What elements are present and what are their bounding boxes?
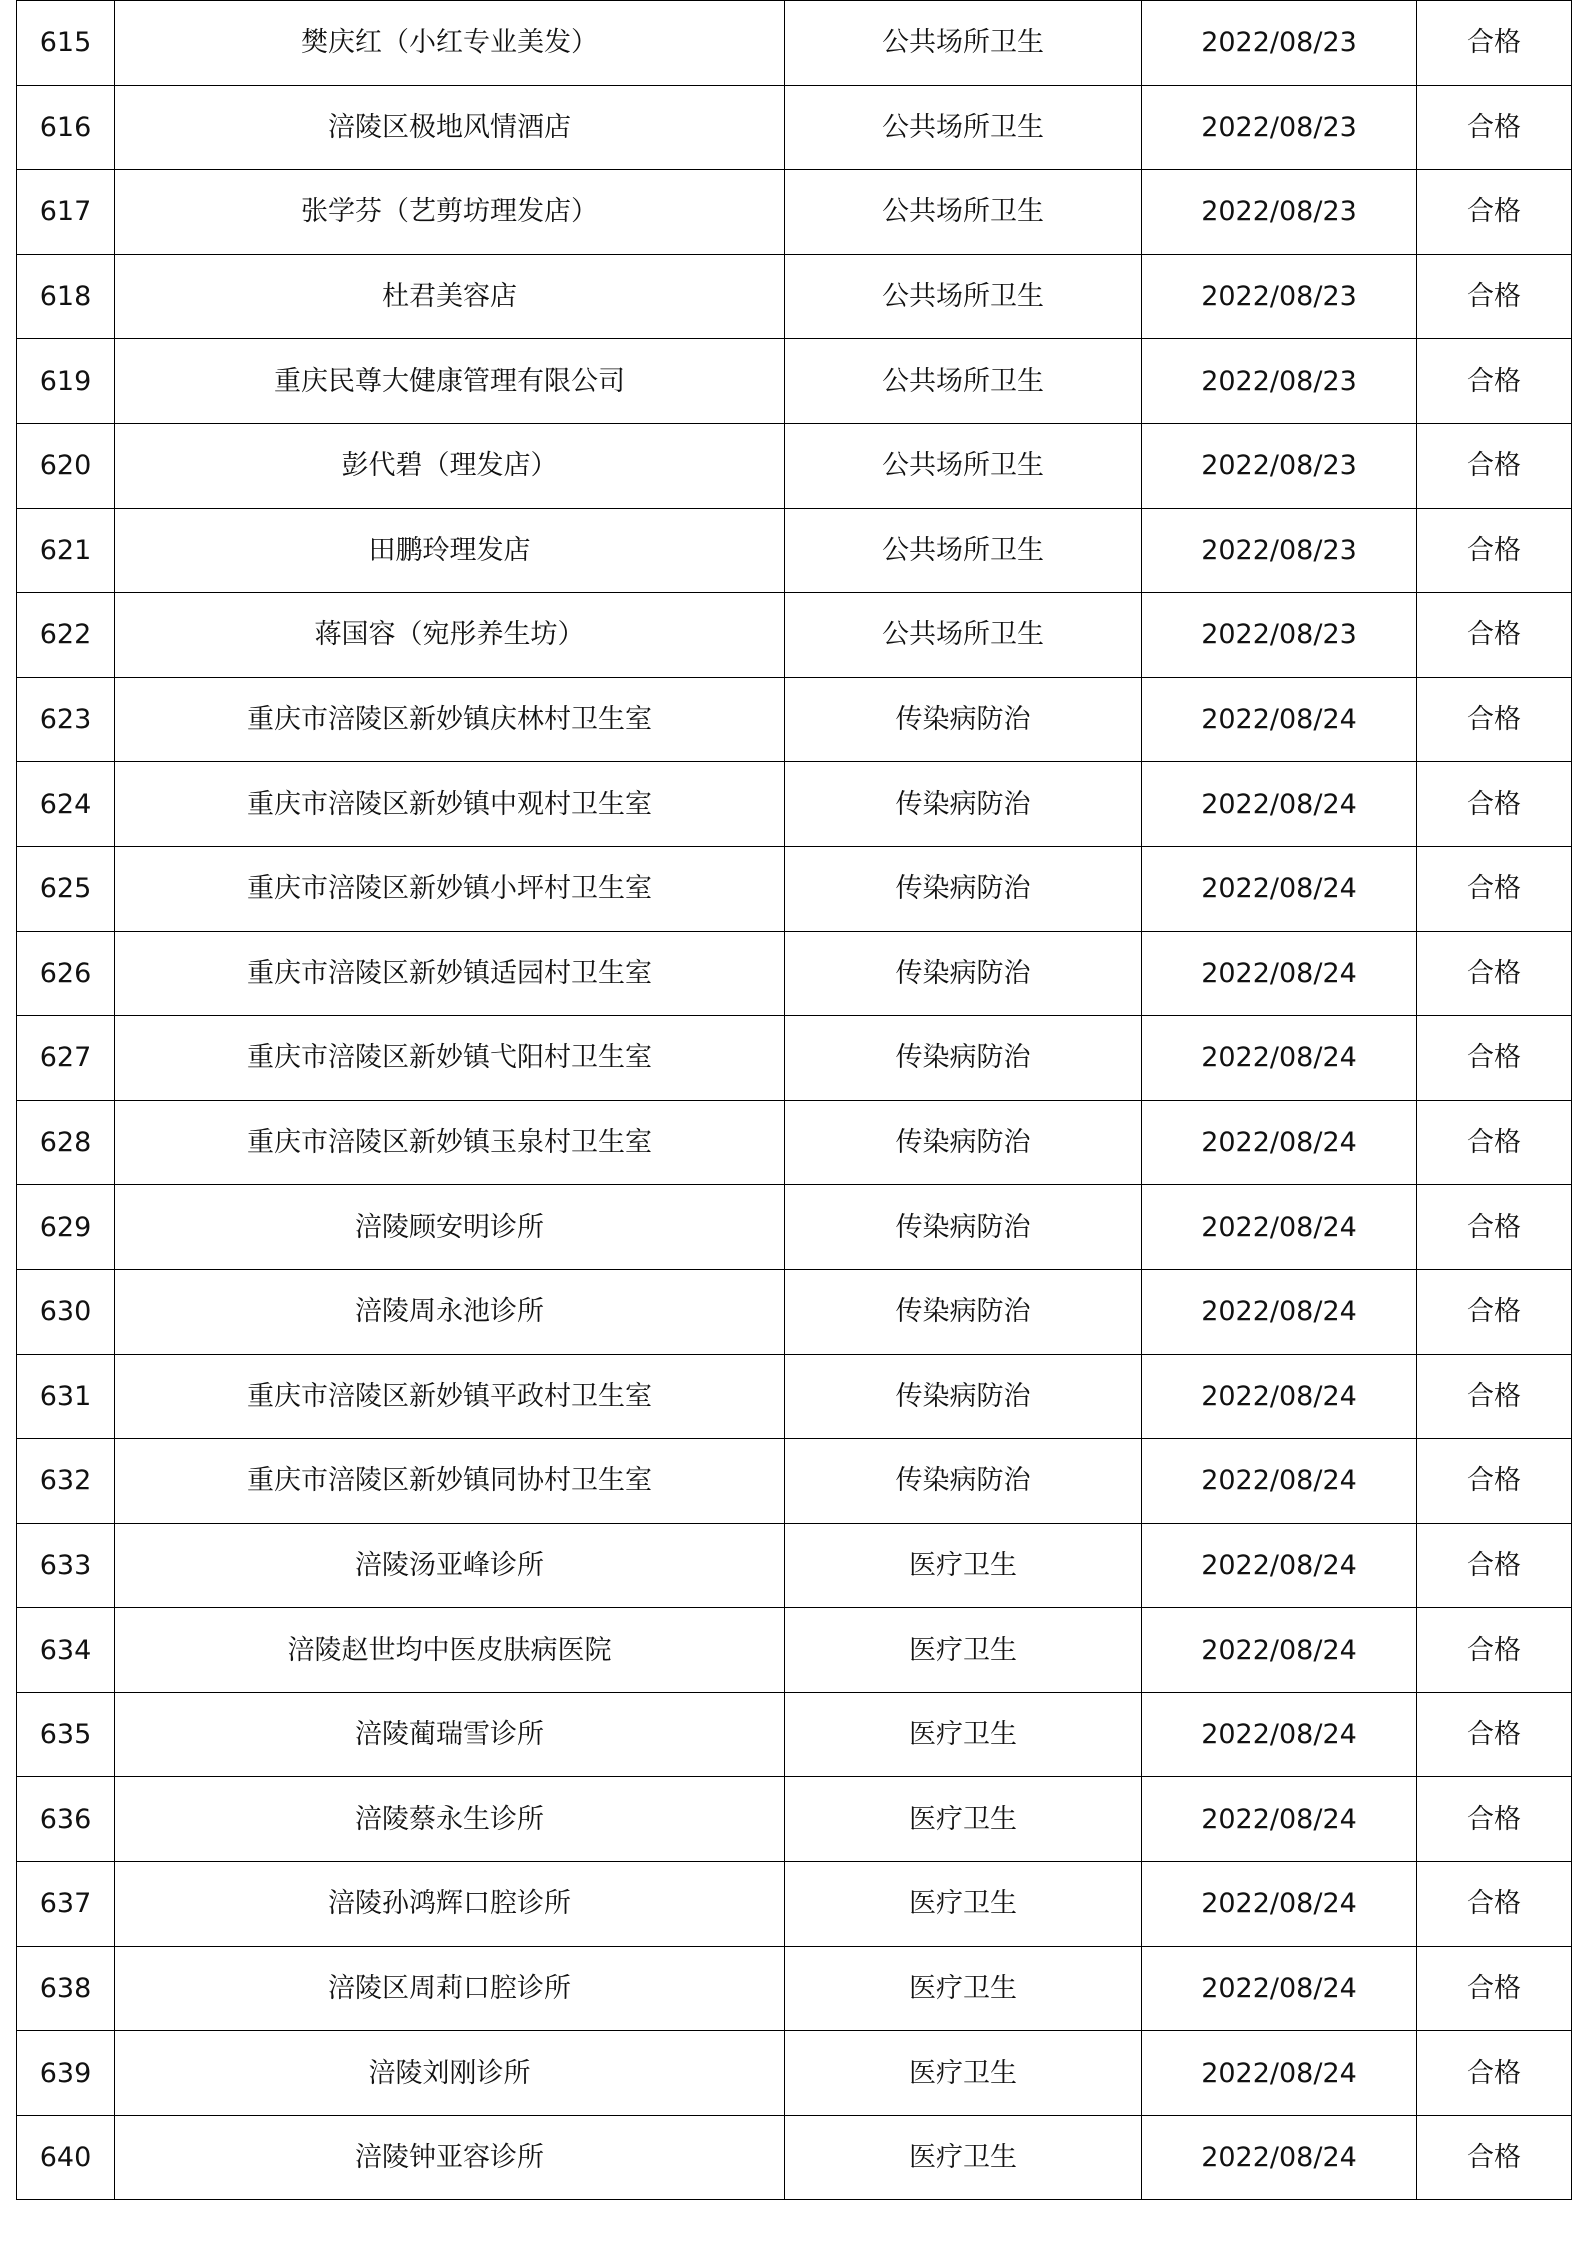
inspection-date-cell: 2022/08/24	[1142, 2115, 1417, 2200]
inspection-category-cell: 公共场所卫生	[785, 508, 1142, 593]
row-number-cell: 637	[17, 1862, 115, 1947]
establishment-name-cell: 涪陵蔺瑞雪诊所	[115, 1692, 785, 1777]
inspection-category-cell: 传染病防治	[785, 1016, 1142, 1101]
table-row	[17, 846, 1572, 931]
table-row	[17, 1862, 1572, 1947]
table-row	[17, 1777, 1572, 1862]
table-row	[17, 1100, 1572, 1185]
table-body	[17, 1, 1572, 2200]
inspection-result-cell: 合格	[1417, 846, 1572, 931]
inspection-result-cell: 合格	[1417, 1100, 1572, 1185]
row-number-cell: 625	[17, 846, 115, 931]
establishment-name-cell: 重庆市涪陵区新妙镇中观村卫生室	[115, 762, 785, 847]
table-row	[17, 1185, 1572, 1270]
inspection-result-cell: 合格	[1417, 508, 1572, 593]
inspection-result-cell: 合格	[1417, 677, 1572, 762]
inspection-category-cell: 医疗卫生	[785, 1692, 1142, 1777]
row-number-cell: 634	[17, 1608, 115, 1693]
establishment-name-cell: 重庆市涪陵区新妙镇玉泉村卫生室	[115, 1100, 785, 1185]
table-row	[17, 170, 1572, 255]
row-number-cell: 617	[17, 170, 115, 255]
inspection-date-cell: 2022/08/24	[1142, 1862, 1417, 1947]
row-number-cell: 619	[17, 339, 115, 424]
inspection-category-cell: 传染病防治	[785, 1354, 1142, 1439]
inspection-category-cell: 医疗卫生	[785, 2115, 1142, 2200]
inspection-date-cell: 2022/08/24	[1142, 762, 1417, 847]
table-row	[17, 423, 1572, 508]
table-row	[17, 1692, 1572, 1777]
inspection-result-cell: 合格	[1417, 2115, 1572, 2200]
inspection-date-cell: 2022/08/24	[1142, 1777, 1417, 1862]
table-row	[17, 508, 1572, 593]
inspection-category-cell: 医疗卫生	[785, 1523, 1142, 1608]
inspection-date-cell: 2022/08/24	[1142, 1354, 1417, 1439]
inspection-category-cell: 传染病防治	[785, 1100, 1142, 1185]
table-row	[17, 593, 1572, 678]
row-number-cell: 622	[17, 593, 115, 678]
inspection-date-cell: 2022/08/24	[1142, 1946, 1417, 2031]
inspection-category-cell: 医疗卫生	[785, 1777, 1142, 1862]
inspection-result-cell: 合格	[1417, 1523, 1572, 1608]
inspection-category-cell: 公共场所卫生	[785, 254, 1142, 339]
table-row	[17, 1269, 1572, 1354]
establishment-name-cell: 重庆民尊大健康管理有限公司	[115, 339, 785, 424]
inspection-result-cell: 合格	[1417, 1777, 1572, 1862]
table-row	[17, 1354, 1572, 1439]
inspection-category-cell: 公共场所卫生	[785, 1, 1142, 86]
inspection-category-cell: 传染病防治	[785, 1185, 1142, 1270]
establishment-name-cell: 彭代碧（理发店）	[115, 423, 785, 508]
inspection-category-cell: 传染病防治	[785, 762, 1142, 847]
row-number-cell: 623	[17, 677, 115, 762]
row-number-cell: 631	[17, 1354, 115, 1439]
establishment-name-cell: 涪陵孙鸿辉口腔诊所	[115, 1862, 785, 1947]
row-number-cell: 620	[17, 423, 115, 508]
inspection-date-cell: 2022/08/24	[1142, 846, 1417, 931]
table-row	[17, 1946, 1572, 2031]
inspection-date-cell: 2022/08/24	[1142, 1269, 1417, 1354]
establishment-name-cell: 杜君美容店	[115, 254, 785, 339]
row-number-cell: 618	[17, 254, 115, 339]
establishment-name-cell: 涪陵顾安明诊所	[115, 1185, 785, 1270]
row-number-cell: 630	[17, 1269, 115, 1354]
inspection-results-table	[16, 0, 1572, 2200]
inspection-date-cell: 2022/08/23	[1142, 1, 1417, 86]
row-number-cell: 624	[17, 762, 115, 847]
row-number-cell: 639	[17, 2031, 115, 2116]
row-number-cell: 632	[17, 1439, 115, 1524]
table-row	[17, 1, 1572, 86]
inspection-category-cell: 传染病防治	[785, 1269, 1142, 1354]
table-row	[17, 254, 1572, 339]
inspection-date-cell: 2022/08/24	[1142, 1100, 1417, 1185]
inspection-date-cell: 2022/08/24	[1142, 1016, 1417, 1101]
inspection-result-cell: 合格	[1417, 1185, 1572, 1270]
establishment-name-cell: 涪陵汤亚峰诊所	[115, 1523, 785, 1608]
establishment-name-cell: 田鹏玲理发店	[115, 508, 785, 593]
inspection-result-cell: 合格	[1417, 2031, 1572, 2116]
inspection-category-cell: 传染病防治	[785, 677, 1142, 762]
inspection-date-cell: 2022/08/23	[1142, 423, 1417, 508]
establishment-name-cell: 重庆市涪陵区新妙镇弋阳村卫生室	[115, 1016, 785, 1101]
table-row	[17, 85, 1572, 170]
inspection-result-cell: 合格	[1417, 1, 1572, 86]
establishment-name-cell: 涪陵蔡永生诊所	[115, 1777, 785, 1862]
inspection-result-cell: 合格	[1417, 85, 1572, 170]
inspection-category-cell: 公共场所卫生	[785, 593, 1142, 678]
inspection-category-cell: 医疗卫生	[785, 1946, 1142, 2031]
establishment-name-cell: 樊庆红（小红专业美发）	[115, 1, 785, 86]
inspection-date-cell: 2022/08/23	[1142, 254, 1417, 339]
establishment-name-cell: 重庆市涪陵区新妙镇适园村卫生室	[115, 931, 785, 1016]
inspection-result-cell: 合格	[1417, 254, 1572, 339]
row-number-cell: 636	[17, 1777, 115, 1862]
inspection-date-cell: 2022/08/23	[1142, 593, 1417, 678]
table-row	[17, 1016, 1572, 1101]
inspection-category-cell: 公共场所卫生	[785, 423, 1142, 508]
table-row	[17, 762, 1572, 847]
establishment-name-cell: 涪陵区极地风情酒店	[115, 85, 785, 170]
inspection-result-cell: 合格	[1417, 1439, 1572, 1524]
row-number-cell: 626	[17, 931, 115, 1016]
inspection-result-cell: 合格	[1417, 1692, 1572, 1777]
row-number-cell: 633	[17, 1523, 115, 1608]
row-number-cell: 635	[17, 1692, 115, 1777]
inspection-result-cell: 合格	[1417, 593, 1572, 678]
inspection-result-cell: 合格	[1417, 423, 1572, 508]
establishment-name-cell: 重庆市涪陵区新妙镇同协村卫生室	[115, 1439, 785, 1524]
inspection-date-cell: 2022/08/24	[1142, 1608, 1417, 1693]
table-row	[17, 1523, 1572, 1608]
row-number-cell: 621	[17, 508, 115, 593]
row-number-cell: 629	[17, 1185, 115, 1270]
inspection-date-cell: 2022/08/24	[1142, 1439, 1417, 1524]
inspection-date-cell: 2022/08/24	[1142, 2031, 1417, 2116]
inspection-category-cell: 传染病防治	[785, 931, 1142, 1016]
inspection-date-cell: 2022/08/24	[1142, 1185, 1417, 1270]
inspection-result-cell: 合格	[1417, 1016, 1572, 1101]
establishment-name-cell: 重庆市涪陵区新妙镇庆林村卫生室	[115, 677, 785, 762]
table-row	[17, 1439, 1572, 1524]
establishment-name-cell: 涪陵周永池诊所	[115, 1269, 785, 1354]
establishment-name-cell: 涪陵赵世均中医皮肤病医院	[115, 1608, 785, 1693]
establishment-name-cell: 重庆市涪陵区新妙镇小坪村卫生室	[115, 846, 785, 931]
inspection-date-cell: 2022/08/24	[1142, 931, 1417, 1016]
inspection-result-cell: 合格	[1417, 339, 1572, 424]
inspection-date-cell: 2022/08/23	[1142, 85, 1417, 170]
table-row	[17, 339, 1572, 424]
establishment-name-cell: 涪陵刘刚诊所	[115, 2031, 785, 2116]
inspection-category-cell: 医疗卫生	[785, 1862, 1142, 1947]
establishment-name-cell: 涪陵区周莉口腔诊所	[115, 1946, 785, 2031]
inspection-date-cell: 2022/08/24	[1142, 1692, 1417, 1777]
inspection-category-cell: 医疗卫生	[785, 2031, 1142, 2116]
inspection-result-cell: 合格	[1417, 931, 1572, 1016]
row-number-cell: 616	[17, 85, 115, 170]
inspection-date-cell: 2022/08/23	[1142, 339, 1417, 424]
inspection-result-cell: 合格	[1417, 1354, 1572, 1439]
inspection-category-cell: 医疗卫生	[785, 1608, 1142, 1693]
inspection-result-cell: 合格	[1417, 170, 1572, 255]
inspection-result-cell: 合格	[1417, 762, 1572, 847]
table-row	[17, 677, 1572, 762]
table-row	[17, 931, 1572, 1016]
establishment-name-cell: 涪陵钟亚容诊所	[115, 2115, 785, 2200]
inspection-result-cell: 合格	[1417, 1608, 1572, 1693]
establishment-name-cell: 重庆市涪陵区新妙镇平政村卫生室	[115, 1354, 785, 1439]
row-number-cell: 638	[17, 1946, 115, 2031]
row-number-cell: 615	[17, 1, 115, 86]
inspection-result-cell: 合格	[1417, 1946, 1572, 2031]
inspection-category-cell: 公共场所卫生	[785, 170, 1142, 255]
establishment-name-cell: 张学芬（艺剪坊理发店）	[115, 170, 785, 255]
inspection-date-cell: 2022/08/24	[1142, 1523, 1417, 1608]
row-number-cell: 628	[17, 1100, 115, 1185]
inspection-category-cell: 公共场所卫生	[785, 85, 1142, 170]
inspection-result-cell: 合格	[1417, 1862, 1572, 1947]
inspection-date-cell: 2022/08/23	[1142, 170, 1417, 255]
row-number-cell: 627	[17, 1016, 115, 1101]
inspection-category-cell: 传染病防治	[785, 1439, 1142, 1524]
inspection-date-cell: 2022/08/24	[1142, 677, 1417, 762]
establishment-name-cell: 蒋国容（宛彤养生坊）	[115, 593, 785, 678]
inspection-result-cell: 合格	[1417, 1269, 1572, 1354]
inspection-category-cell: 公共场所卫生	[785, 339, 1142, 424]
inspection-category-cell: 传染病防治	[785, 846, 1142, 931]
inspection-date-cell: 2022/08/23	[1142, 508, 1417, 593]
row-number-cell: 640	[17, 2115, 115, 2200]
table-row	[17, 2031, 1572, 2116]
table-row	[17, 2115, 1572, 2200]
table-row	[17, 1608, 1572, 1693]
